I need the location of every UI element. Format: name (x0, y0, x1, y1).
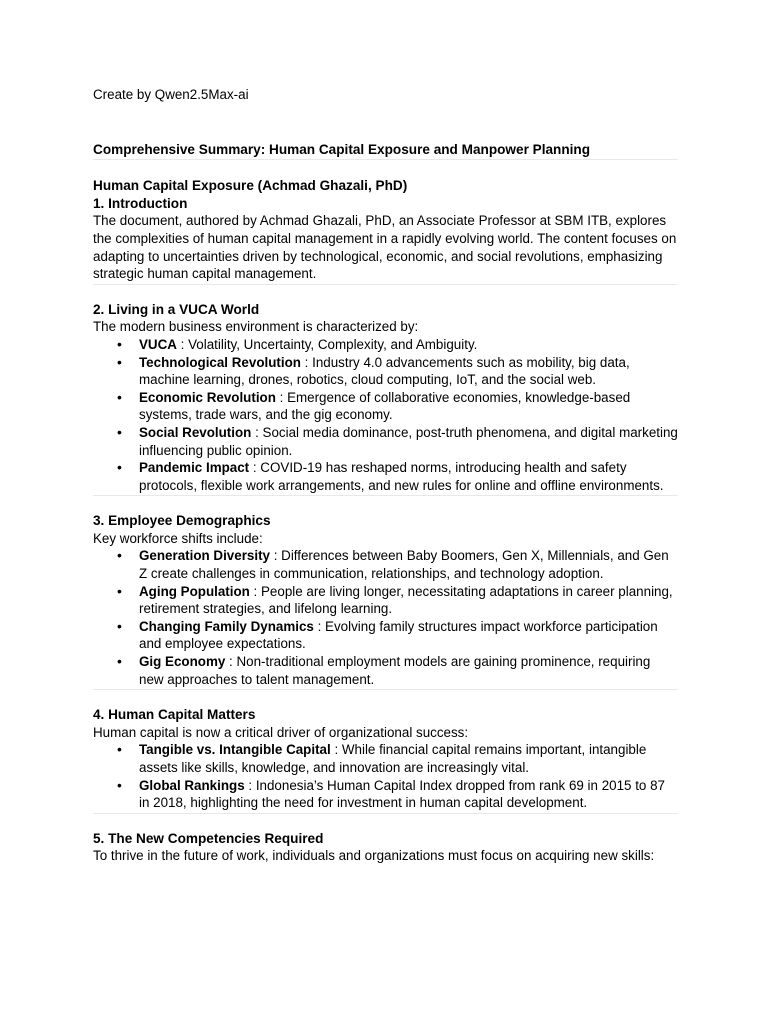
section-heading: 1. Introduction (93, 195, 188, 211)
list-item-text: : Emergence of collaborative economies, knowledge-based systems, trade wars, and the gig economy. (139, 389, 631, 423)
list-item-text: : People are living longer, necessitating adaptations in career planning, retirement strategies, and lifelong learning. (139, 583, 673, 617)
list-item (139, 777, 678, 812)
list-item-text: : Social media dominance, post-truth phenomena, and digital marketing influencing public opinion. (139, 424, 678, 458)
list-item-term: Pandemic Impact (139, 460, 250, 476)
document-content (93, 86, 678, 865)
list-item-text: : Evolving family structures impact workforce participation and employee expectations. (139, 618, 658, 652)
section-introduction (93, 177, 678, 285)
list-item-text: : Non-traditional employment models are gaining prominence, requiring new approaches to talent management. (139, 654, 651, 687)
list-item-text: : Industry 4.0 advancements such as mobility, big data, machine learning, drones, robotics, cloud computing, IoT, and the social web. (139, 354, 630, 388)
section-lead: The modern business environment is characterized by: (93, 319, 419, 335)
list-item-term: Gig Economy (139, 654, 226, 670)
section-heading: 2. Living in a VUCA World (93, 301, 260, 317)
list-item (139, 424, 678, 459)
list-item-term: Technological Revolution (139, 354, 301, 370)
section-heading: 3. Employee Demographics (93, 513, 271, 529)
section-lead: To thrive in the future of work, individuals and organizations must focus on acquiring new skills: (93, 848, 655, 864)
list-item-term: Global Rankings (139, 777, 245, 793)
list-item-term: Tangible vs. Intangible Capital (139, 742, 331, 758)
list-item-text: : While financial capital remains important, intangible assets like skills, knowledge, and innovation are increasingly vital. (139, 742, 647, 775)
list-item (139, 583, 678, 618)
section-lead: Human capital is now a critical driver of organizational success: (93, 724, 469, 740)
list-item-text: : Differences between Baby Boomers, Gen X, Millennials, and Gen Z create challenges in communication, relationships, and technology adoption. (139, 548, 669, 582)
list-item (139, 618, 678, 653)
section-heading: 5. The New Competencies Required (93, 830, 324, 846)
list-item (139, 389, 678, 424)
section-demographics (93, 512, 678, 690)
list-item-term: Generation Diversity (139, 548, 270, 564)
list-item (139, 741, 678, 776)
section-vuca (93, 301, 678, 497)
credit-line: Create by Qwen2.5Max-ai (93, 87, 249, 102)
bullet-list (93, 547, 678, 688)
section-heading: 4. Human Capital Matters (93, 707, 256, 723)
list-item (139, 354, 678, 389)
list-item-text: : COVID-19 has reshaped norms, introducing health and safety protocols, flexible work arrangements, and new rules for online and offline environments. (139, 460, 664, 493)
section-human-capital-matters (93, 706, 678, 814)
section-new-competencies (93, 830, 678, 865)
document-subtitle: Human Capital Exposure (Achmad Ghazali, PhD) (93, 178, 408, 194)
bullet-list (93, 741, 678, 811)
list-item (139, 547, 678, 582)
list-item-text: : Indonesia’s Human Capital Index dropped from rank 69 in 2015 to 87 in 2018, highlighting the need for investment in human capital development. (139, 777, 665, 811)
list-item-term: Changing Family Dynamics (139, 618, 314, 634)
document-title: Comprehensive Summary: Human Capital Exposure and Manpower Planning (93, 141, 678, 161)
section-body: The document, authored by Achmad Ghazali, PhD, an Associate Professor at SBM ITB, explores the complexities of human capital management in a rapidly evolving world. The content focuses on adapting to uncertainties driven by technological, economic, and social revolutions, emphasizing strategic human capital management. (93, 213, 677, 282)
list-item (139, 459, 678, 494)
list-item-term: Social Revolution (139, 424, 252, 440)
section-lead: Key workforce shifts include: (93, 530, 263, 546)
list-item (139, 653, 678, 688)
list-item-term: Aging Population (139, 583, 250, 599)
list-item (139, 336, 678, 354)
list-item-term: Economic Revolution (139, 389, 276, 405)
bullet-list (93, 336, 678, 494)
list-item-term: VUCA (139, 336, 177, 352)
list-item-text: : Volatility, Uncertainty, Complexity, and Ambiguity. (176, 336, 478, 352)
